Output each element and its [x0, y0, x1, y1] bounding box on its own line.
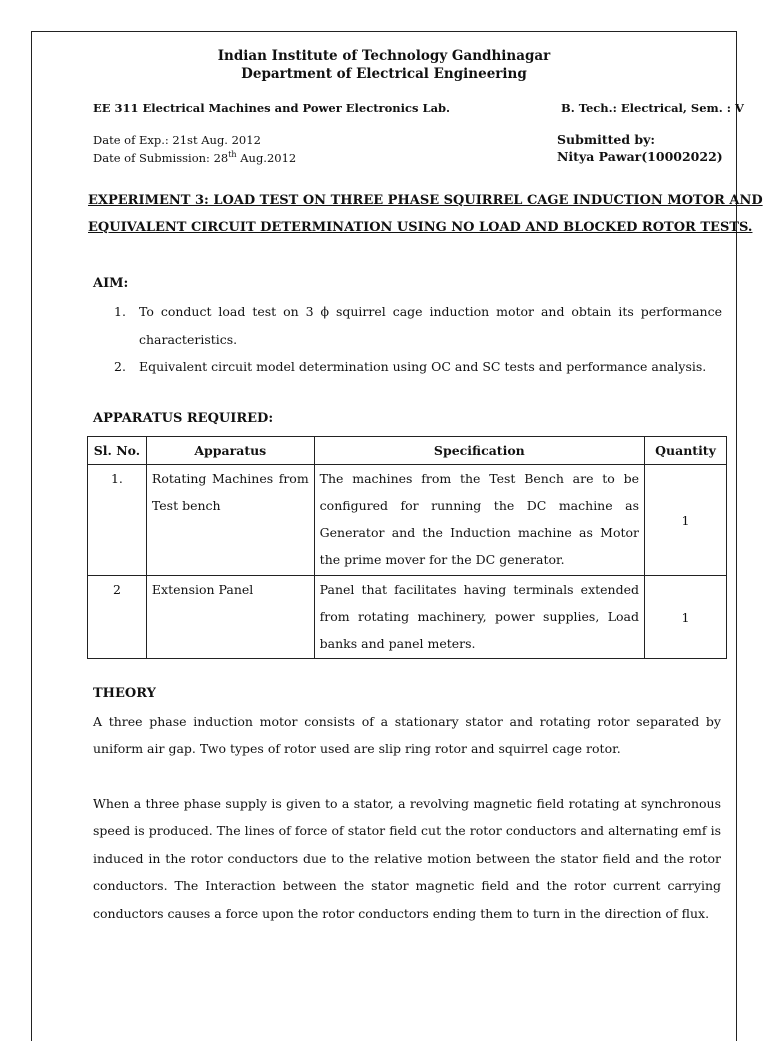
cell-apparatus: Extension Panel [146, 576, 314, 659]
course-title: EE 311 Electrical Machines and Power Electronics Lab. [93, 101, 451, 115]
submitter-name: Nitya Pawar(10002022) [557, 149, 723, 164]
cell-sl: 1. [88, 465, 147, 576]
date-of-submission: Date of Submission: 28th Aug.2012 [93, 150, 297, 165]
cell-apparatus: Rotating Machines from Test bench [146, 465, 314, 576]
institute-name: Indian Institute of Technology Gandhinagar [217, 48, 551, 64]
experiment-title-line-2: EQUIVALENT CIRCUIT DETERMINATION USING NO LOAD AND BLOCKED ROTOR TESTS. [88, 220, 753, 235]
table-row [88, 465, 727, 576]
department-name: Department of Electrical Engineering [241, 66, 527, 82]
apparatus-table [87, 436, 727, 659]
table-header-row [88, 437, 727, 465]
cell-spec: Panel that facilitates having terminals extended from rotating machinery, power supplies, Load banks and panel meters. [314, 576, 644, 659]
aim-heading: AIM: [93, 276, 129, 291]
submitted-by-label: Submitted by: [557, 132, 656, 147]
theory-heading: THEORY [93, 686, 156, 701]
cell-qty: 1 [645, 465, 727, 576]
apparatus-heading: APPARATUS REQUIRED: [93, 411, 274, 426]
cell-spec: The machines from the Test Bench are to be configured for running the DC machine as Generator and the Induction machine as Motor the prime mover for the DC generator. [314, 465, 644, 576]
col-header: Sl. No. [88, 437, 147, 465]
theory-paragraph-1: A three phase induction motor consists of a stationary stator and rotating rotor separated by uniform air gap. Two types of rotor used are slip ring rotor and squirrel cage rotor. [93, 714, 721, 757]
col-header: Quantity [645, 437, 727, 465]
col-header: Apparatus [146, 437, 314, 465]
theory-paragraph-2: When a three phase supply is given to a stator, a revolving magnetic field rotating at synchronous speed is produced. The lines of force of stator field cut the rotor conductors and alternating emf is induced in the rotor conductors due to the relative motion between the stator field and the rotor conductors. The Interaction between the stator magnetic field and the rotor current carrying conductors causes a force upon the rotor conductors ending them to turn in the direction of flux. [93, 796, 721, 921]
cell-sl: 2 [88, 576, 147, 659]
aim-item: 1. To conduct load test on 3 ϕ squirrel cage induction motor and obtain its performance characteristics. [114, 304, 722, 347]
col-header: Specification [314, 437, 644, 465]
cell-qty: 1 [645, 576, 727, 659]
aim-list [114, 298, 722, 381]
table-row [88, 576, 727, 659]
date-of-experiment: Date of Exp.: 21st Aug. 2012 [93, 133, 261, 147]
program-info: B. Tech.: Electrical, Sem. : V [561, 101, 744, 115]
experiment-title-line-1: EXPERIMENT 3: LOAD TEST ON THREE PHASE SQUIRREL CAGE INDUCTION MOTOR AND [88, 193, 763, 208]
aim-item: 2. Equivalent circuit model determination using OC and SC tests and performance analysis. [114, 359, 707, 374]
